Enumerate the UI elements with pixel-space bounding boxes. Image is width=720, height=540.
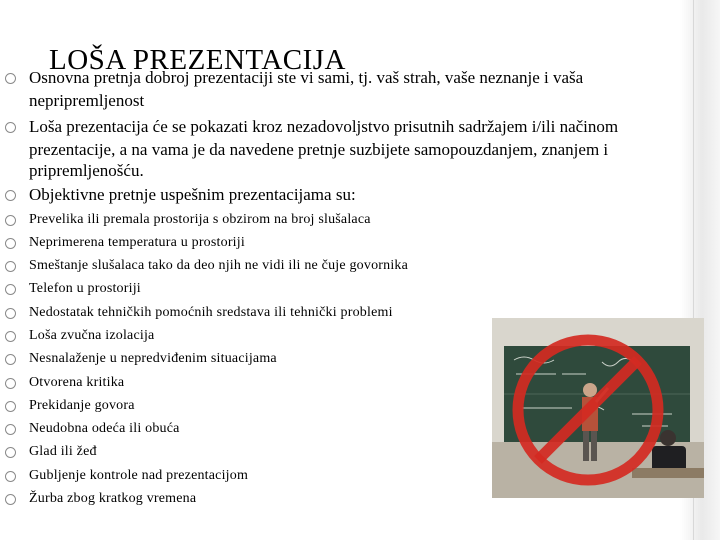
lecture-photo-illustration bbox=[492, 318, 704, 498]
list-item: Smeštanje slušalaca tako da deo njih ne vidi ili ne čuje govornika bbox=[29, 258, 409, 273]
list-item: Prekidanje govora bbox=[29, 398, 135, 413]
slide-title: LOŠA PREZENTACIJA bbox=[49, 44, 346, 76]
list-item: Prevelika ili premala prostorija s obzirom na broj slušalaca bbox=[29, 212, 371, 227]
list-item: Neprimerena temperatura u prostoriji bbox=[29, 235, 245, 250]
list-item: Telefon u prostoriji bbox=[29, 281, 141, 296]
list-item: Glad ili žeđ bbox=[29, 444, 97, 459]
list-item: Loša prezentacija će se pokazati kroz nezadovoljstvo prisutnih sadržajem i/ili načinom bbox=[29, 117, 619, 136]
list-item: Nedostatak tehničkih pomoćnih sredstava ili tehnički problemi bbox=[29, 305, 393, 320]
list-item-continuation: nepripremljenost bbox=[29, 91, 145, 110]
list-item: Žurba zbog kratkog vremena bbox=[29, 491, 197, 506]
list-item: Osnovna pretnja dobroj prezentaciji ste vi sami, tj. vaš strah, vaše neznanje i vaša bbox=[29, 68, 584, 87]
list-item-continuation: prezentacije, a na vama je da navedene pretnje suzbijete samopouzdanjem, znanjem i bbox=[29, 140, 609, 159]
lecture-photo bbox=[492, 318, 704, 498]
list-item: Objektivne pretnje uspešnim prezentacijama su: bbox=[29, 185, 356, 204]
list-item: Nesnalaženje u nepredviđenim situacijama bbox=[29, 351, 277, 366]
list-item-continuation: pripremljenošću. bbox=[29, 161, 144, 180]
list-item: Neudobna odeća ili obuća bbox=[29, 421, 180, 436]
list-item: Loša zvučna izolacija bbox=[29, 328, 155, 343]
list-item: Gubljenje kontrole nad prezentacijom bbox=[29, 468, 249, 483]
list-item: Otvorena kritika bbox=[29, 375, 125, 390]
